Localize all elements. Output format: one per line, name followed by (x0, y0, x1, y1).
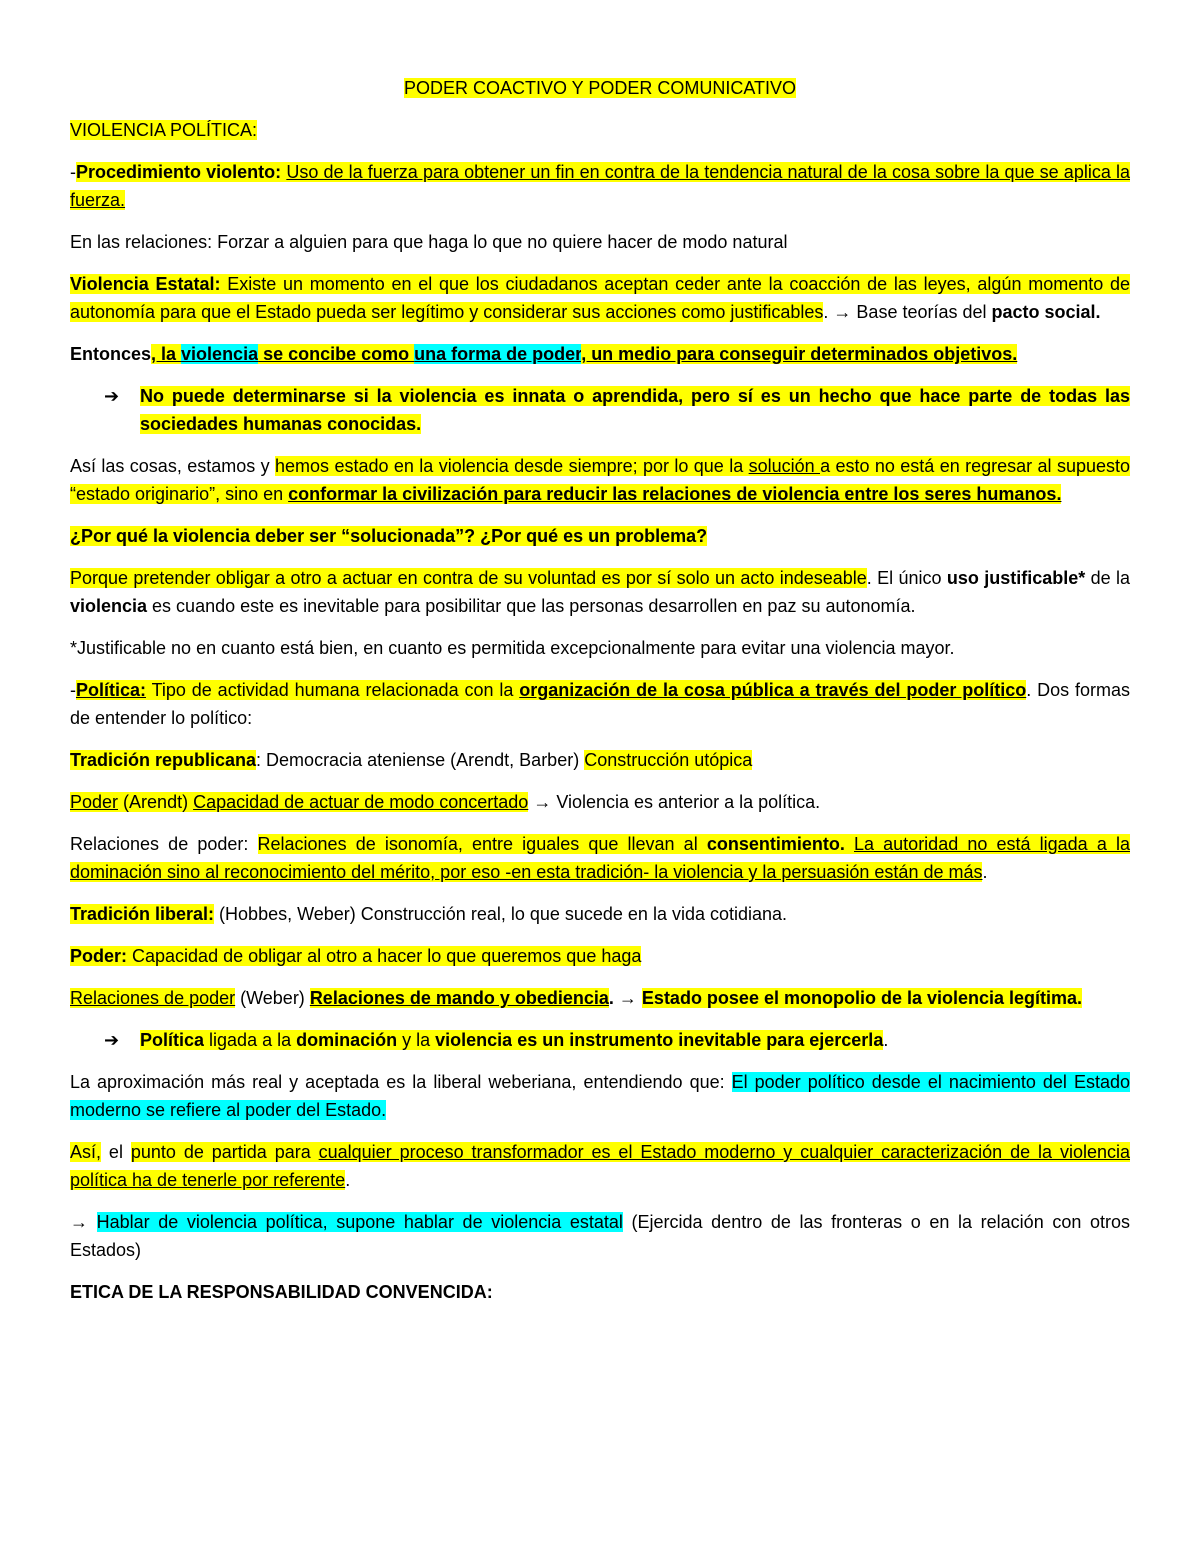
heading-violencia-politica (70, 116, 1130, 144)
term-label: Poder (70, 792, 119, 812)
text-span: La autoridad no está ligada a la dominación sino al reconocimiento del mérito, por eso -en esta tradición- la violencia y la persuasión están de más (70, 834, 1130, 882)
term-label: Relaciones de poder (70, 988, 236, 1008)
text-span: , un medio para conseguir determinados objetivos. (581, 344, 1018, 364)
definition-text: Existe un momento en el que los ciudadanos aceptan ceder ante la coacción de las leyes, algún momento de autonomía para que el Estado pueda ser legítimo y considerar sus acciones como justificables (70, 274, 1130, 322)
paragraph-entonces (70, 340, 1130, 368)
text-span: Entonces (70, 344, 152, 364)
paragraph-punto-de-partida (70, 1138, 1130, 1194)
text-span: (Arendt) (118, 792, 194, 812)
text-span: (Ejercida dentro de las fronteras o en la relación con otros Estados) (70, 1212, 1130, 1260)
paragraph-politica (70, 676, 1130, 732)
text-span: dominación (296, 1030, 398, 1050)
text-span: organización de la cosa pública a través del poder político (519, 680, 1027, 700)
text-span: se concibe como (258, 344, 415, 364)
text-span: Relaciones de poder: (70, 834, 258, 854)
text-span: conformar la civilización para reducir las relaciones de violencia entre los seres humanos. (288, 484, 1062, 504)
text-span: (Weber) (235, 988, 310, 1008)
bullet-innata (104, 382, 1130, 438)
text-span: . El único (866, 568, 947, 588)
text-span: Hablar de violencia política, supone hablar de violencia estatal (96, 1212, 623, 1232)
text-span: Construcción utópica (584, 750, 753, 770)
heading-etica (70, 1278, 1130, 1306)
text-span (845, 834, 854, 854)
heading-text: ETICA DE LA RESPONSABILIDAD CONVENCIDA: (70, 1282, 493, 1302)
paragraph-poder-liberal (70, 942, 1130, 970)
footnote-justificable (70, 634, 1130, 662)
text-span: punto de partida para (130, 1142, 319, 1162)
text-span: pacto social. (991, 302, 1101, 322)
question-heading (70, 522, 1130, 550)
text-span: consentimiento. (706, 834, 845, 854)
text-span: a esto no está en regresar al supuesto “estado originario”, sino en (70, 456, 1130, 504)
text-span: . (345, 1170, 351, 1190)
text-span: una forma de poder (414, 344, 582, 364)
text-span: Tipo de actividad humana relacionada con la (146, 680, 520, 700)
text-span: es un instrumento inevitable para ejercerla (512, 1030, 884, 1050)
text-span: Así las cosas, estamos y (70, 456, 276, 476)
text-span: uso justificable* (946, 568, 1086, 588)
arrow-icon: ➔ (104, 386, 120, 406)
text-span: → (70, 1212, 97, 1232)
text-span: . (982, 862, 988, 882)
paragraph-violencia-estatal (70, 270, 1130, 326)
question-text: ¿Por qué la violencia deber ser “solucionada”? ¿Por qué es un problema? (70, 526, 708, 546)
text-span: Porque pretender obligar a otro a actuar en contra de su voluntad es por sí solo un acto indeseable (70, 568, 867, 588)
paragraph-porque (70, 564, 1130, 620)
text-span: El poder político desde el nacimiento del Estado moderno se refiere al poder del Estado. (70, 1072, 1130, 1120)
term-label: Política: (76, 680, 147, 700)
text-span: y la (397, 1030, 436, 1050)
paragraph-poder-arendt (70, 788, 1130, 816)
paragraph-asi-las-cosas (70, 452, 1130, 508)
text-span: hemos estado en la violencia desde siempre; por lo que la (275, 456, 749, 476)
text-span: . (883, 1030, 889, 1050)
text-span: - (70, 162, 76, 182)
text-span: Relaciones de isonomía, entre iguales que llevan al (257, 834, 707, 854)
text-span: *Justificable no en cuanto está bien, en cuanto es permitida excepcionalmente para evitar una violencia mayor. (70, 638, 955, 658)
definition-text: Uso de la fuerza para obtener un fin en contra de la tendencia natural de la cosa sobre la que se aplica la fuerza. (70, 162, 1130, 210)
text-span: Estado posee el monopolio de la violencia legítima. (641, 988, 1083, 1008)
text-span: (Hobbes, Weber) Construcción real, lo que sucede en la vida cotidiana. (214, 904, 788, 924)
document-title (70, 74, 1130, 102)
paragraph-relaciones (70, 228, 1130, 256)
bullet-politica-dominacion (104, 1026, 1130, 1054)
title-text: PODER COACTIVO Y PODER COMUNICATIVO (403, 78, 797, 98)
text-span: violencia (435, 1030, 513, 1050)
term-label: Tradición liberal: (70, 904, 215, 924)
text-span: cualquier proceso transformador es el Estado moderno y cualquier caracterización de la violencia política ha de tenerle por referente (70, 1142, 1130, 1190)
text-span: En las relaciones: Forzar a alguien para que haga lo que no quiere hacer de modo natural (70, 232, 788, 252)
text-span: solución (748, 456, 821, 476)
paragraph-procedimiento-violento (70, 158, 1130, 214)
text-span: - (70, 680, 76, 700)
paragraph-relaciones-isonomia (70, 830, 1130, 886)
text-span: es cuando este es inevitable para posibilitar que las personas desarrollen en paz su autonomía. (147, 596, 916, 616)
text-span: Relaciones de mando y obediencia (309, 988, 609, 1008)
paragraph-tradicion-republicana (70, 746, 1130, 774)
text-span: Capacidad de obligar al otro a hacer lo que queremos que haga (127, 946, 642, 966)
text-span: violencia (70, 596, 148, 616)
text-span: La aproximación más real y aceptada es la liberal weberiana, entendiendo que: (70, 1072, 732, 1092)
bullet-text: No puede determinarse si la violencia es innata o aprendida, pero sí es un hecho que hace parte de todas las sociedades humanas conocidas. (140, 386, 1130, 434)
text-span: el (101, 1142, 131, 1162)
heading-text: VIOLENCIA POLÍTICA: (70, 120, 258, 140)
text-span: . Dos formas de entender lo político: (70, 680, 1130, 728)
text-span: violencia (181, 344, 259, 364)
text-span: → Violencia es anterior a la política. (528, 792, 821, 812)
text-span: : Democracia ateniense (Arendt, Barber) (256, 750, 585, 770)
arrow-icon: ➔ (104, 1030, 120, 1050)
text-span: . → Base teorías del (823, 302, 992, 322)
text-span: , la (151, 344, 182, 364)
paragraph-relaciones-weber (70, 984, 1130, 1012)
text-span: ligada a la (204, 1030, 297, 1050)
text-span: Así, (70, 1142, 102, 1162)
term-label: Procedimiento violento: (76, 162, 282, 182)
text-span: Capacidad de actuar de modo concertado (193, 792, 529, 812)
paragraph-tradicion-liberal (70, 900, 1130, 928)
text-span: . → (608, 988, 642, 1008)
term-label: Violencia Estatal: (70, 274, 221, 294)
text-span: de la (1085, 568, 1130, 588)
text-span: Política (140, 1030, 205, 1050)
term-label: Poder: (70, 946, 128, 966)
term-label: Tradición republicana (70, 750, 257, 770)
paragraph-hablar-violencia (70, 1208, 1130, 1264)
paragraph-aproximacion (70, 1068, 1130, 1124)
